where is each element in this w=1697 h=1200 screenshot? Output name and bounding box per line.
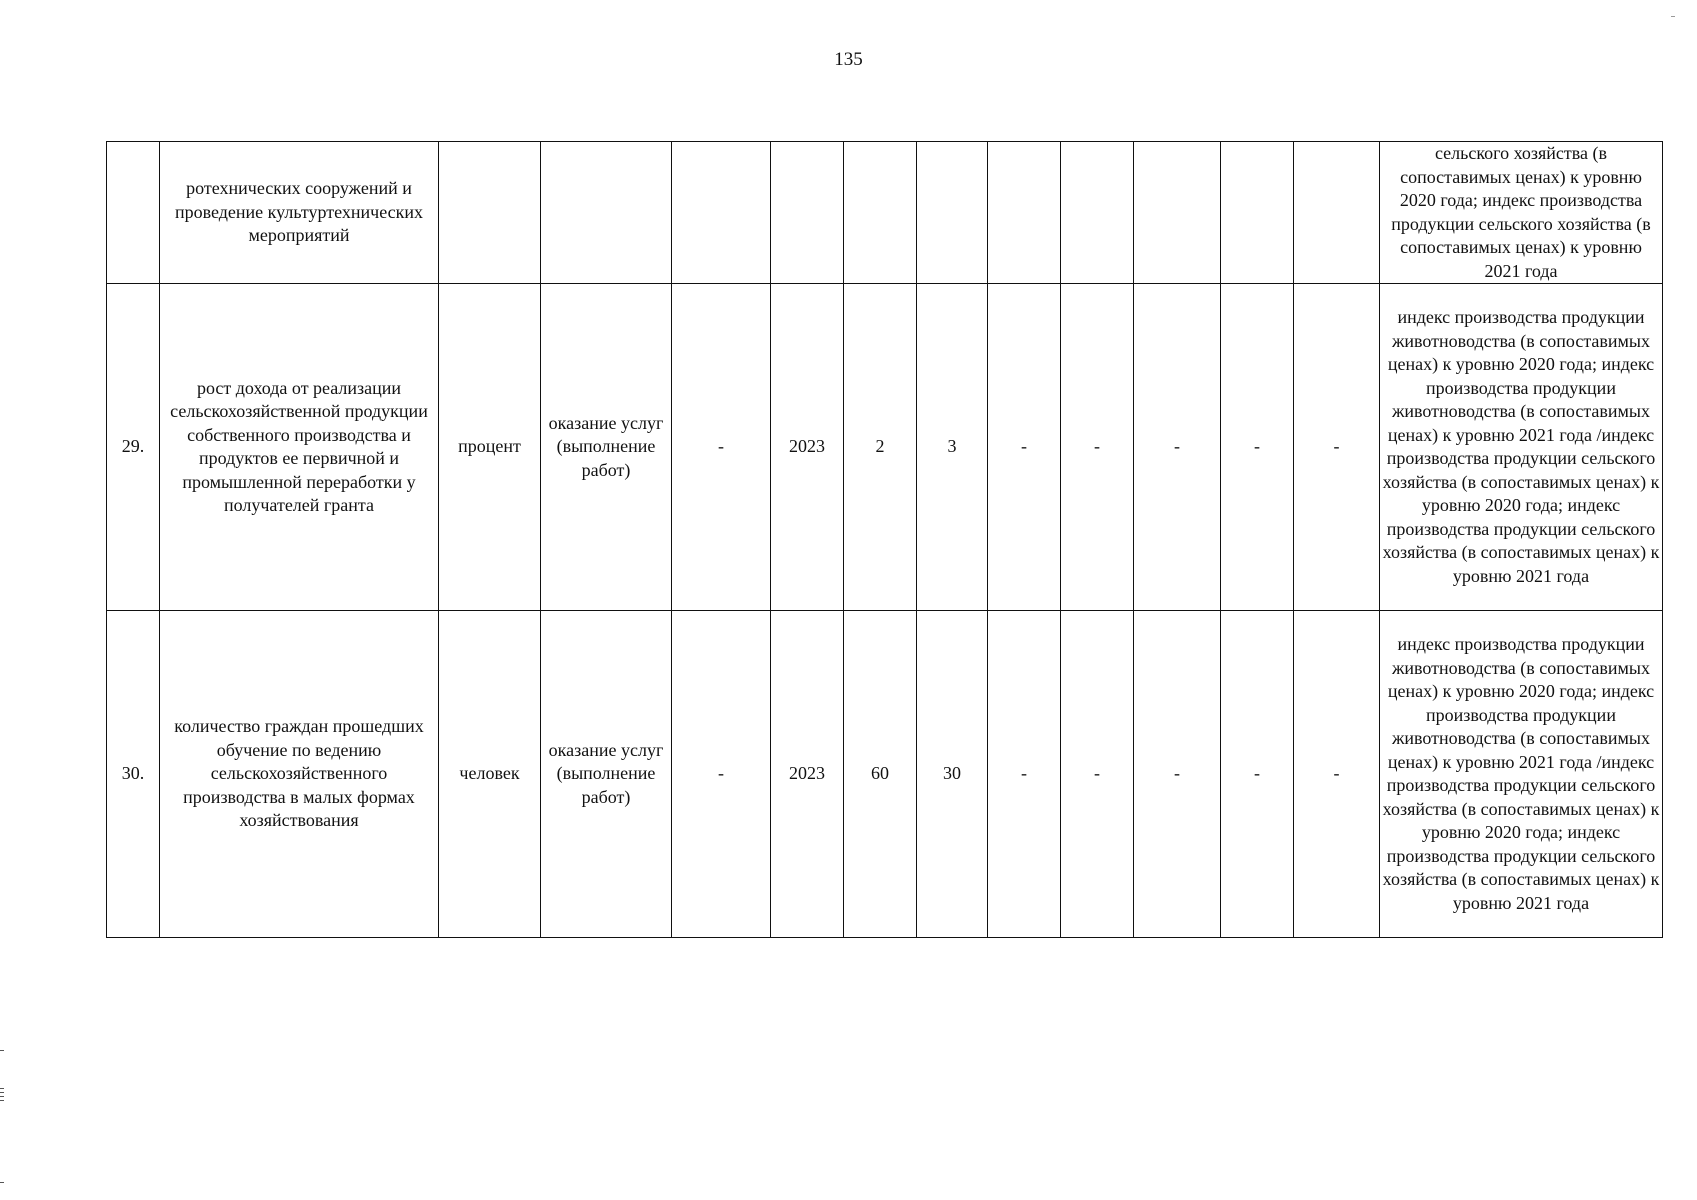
value-cell-1: 60 <box>844 611 917 938</box>
row-number: 29. <box>107 284 160 611</box>
table-row <box>107 284 1663 611</box>
indicator-name: количество граждан прошедших обучение по ведению сельскохозяйственного производства в малых формах хозяйствования <box>160 611 439 938</box>
value-cell-5 <box>1134 142 1221 284</box>
indicator-name: рост дохода от реализации сельскохозяйственной продукции собственного производства и продуктов ее первичной и промышленной переработки у получателей гранта <box>160 284 439 611</box>
value-cell-4: - <box>1061 284 1134 611</box>
value-cell-2 <box>917 142 988 284</box>
value-cell-7 <box>1294 142 1380 284</box>
value-cell-6: - <box>1221 284 1294 611</box>
value-cell-6 <box>1221 142 1294 284</box>
value-cell-1 <box>844 142 917 284</box>
value-cell-5: - <box>1134 284 1221 611</box>
type-cell: оказание услуг (выполнение работ) <box>541 284 672 611</box>
value-cell-2: 3 <box>917 284 988 611</box>
base-value-cell: - <box>672 611 771 938</box>
table-row <box>107 611 1663 938</box>
unit-cell <box>439 142 541 284</box>
note-cell: индекс производства продукции животноводства (в сопоставимых ценах) к уровню 2020 года; индекс производства продукции животноводства (в сопоставимых ценах) к уровню 2021 года /индекс производства продукции сельского хозяйства (в сопоставимых ценах) к уровню 2020 года; индекс производства продукции сельского хозяйства (в сопоставимых ценах) к уровню 2021 года <box>1380 611 1663 938</box>
type-cell <box>541 142 672 284</box>
type-cell: оказание услуг (выполнение работ) <box>541 611 672 938</box>
value-cell-7: - <box>1294 284 1380 611</box>
table-row <box>107 142 1663 284</box>
value-cell-2: 30 <box>917 611 988 938</box>
value-cell-6: - <box>1221 611 1294 938</box>
value-cell-5: - <box>1134 611 1221 938</box>
scan-mark <box>1671 16 1675 17</box>
year-cell: 2023 <box>771 611 844 938</box>
value-cell-4 <box>1061 142 1134 284</box>
value-cell-7: - <box>1294 611 1380 938</box>
value-cell-3 <box>988 142 1061 284</box>
note-cell: индекс производства продукции животноводства (в сопоставимых ценах) к уровню 2020 года; индекс производства продукции животноводства (в сопоставимых ценах) к уровню 2021 года /индекс производства продукции сельского хозяйства (в сопоставимых ценах) к уровню 2020 года; индекс производства продукции сельского хозяйства (в сопоставимых ценах) к уровню 2021 года <box>1380 284 1663 611</box>
row-number <box>107 142 160 284</box>
year-cell <box>771 142 844 284</box>
note-cell: сельского хозяйства (в сопоставимых ценах) к уровню 2020 года; индекс производства продукции сельского хозяйства (в сопоставимых ценах) к уровню 2021 года <box>1380 142 1663 284</box>
value-cell-3: - <box>988 611 1061 938</box>
indicator-name: ротехнических сооружений и проведение культуртехнических мероприятий <box>160 142 439 284</box>
value-cell-3: - <box>988 284 1061 611</box>
binding-margin-marks <box>0 1050 4 1190</box>
base-value-cell <box>672 142 771 284</box>
indicators-table <box>106 141 1663 938</box>
row-number: 30. <box>107 611 160 938</box>
year-cell: 2023 <box>771 284 844 611</box>
value-cell-1: 2 <box>844 284 917 611</box>
unit-cell: процент <box>439 284 541 611</box>
base-value-cell: - <box>672 284 771 611</box>
unit-cell: человек <box>439 611 541 938</box>
page-number: 135 <box>834 49 863 70</box>
value-cell-4: - <box>1061 611 1134 938</box>
